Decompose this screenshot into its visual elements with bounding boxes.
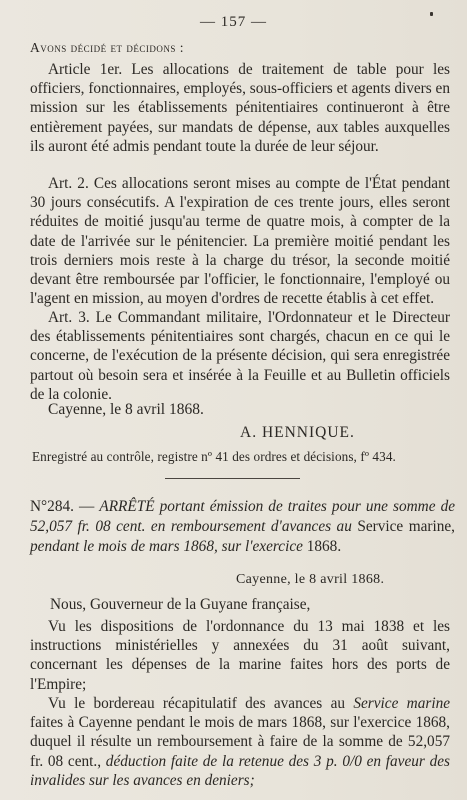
- arrete-title: [30, 497, 455, 557]
- arrete-dateline: Cayenne, le 8 avril 1868.: [236, 572, 385, 587]
- vu2-service-marine: Service marine: [353, 695, 451, 712]
- ink-speck: [430, 12, 433, 16]
- vu2-part-a: Vu le bordereau récapitulatif des avances au: [48, 695, 346, 712]
- arrete-title-marine: marine,: [408, 518, 455, 535]
- arrete-title-service: Service: [357, 518, 404, 535]
- article-2: Art. 2. Ces allocations seront mises au compte de l'État pendant 30 jours consécutifs. A l'expiration de ces trente jours, elles seront réduites de moitié jusqu'au terme de quatre mois, à compter de la date de l'arrivée sur le pénitencier. La première moitié pendant les trois derniers mois reste à la charge du trésor, la seconde moitié devant être remboursée par l'officier, le fonctionnaire, l'employé ou l'agent en mission, au moyen d'ordres de recette établis à cet effet.: [30, 175, 450, 308]
- considerant-ordonnance: Vu les dispositions de l'ordonnance du 13 mai 1838 et les instructions ministérielles y annexées du 31 août suivant, concernant les dépenses de la marine faites hors des ports de l'Empire;: [30, 618, 450, 693]
- arrete-title-line1: ARRÊTÉ portant émission de traites pour une somme: [99, 498, 436, 515]
- page-number: — 157 —: [200, 14, 267, 30]
- signature-hennique: A. HENNIQUE.: [240, 424, 355, 441]
- article-3: Art. 3. Le Commandant militaire, l'Ordonnateur et le Directeur des établissements pénitentiaires sont chargés, chacun en ce qui le concerne, de l'exécution de la présente décision, qui sera enregistrée partout où besoin sera et insérée à la Feuille et au Bulletin officiels de la colonie.: [30, 309, 450, 403]
- arrete-title-line2: de 52,057 fr. 08 cent. en remboursement d'avances au: [30, 498, 456, 535]
- arrete-title-year: 1868.: [306, 538, 342, 555]
- registration-note: Enregistré au contrôle, registre nº 41 des ordres et décisions, fº 434.: [32, 449, 396, 464]
- considerant-bordereau: [30, 694, 450, 790]
- arrete-number: N°284. —: [30, 498, 95, 515]
- vu2-part-c: faites à Cayenne pendant le mois de mars 1868, sur l'exercice 1868, duquel il résulte un remboursement à faire de la somme de 52,057 fr. 08 cent.,: [30, 714, 450, 770]
- dateline-cayenne: Cayenne, le 8 avril 1868.: [48, 401, 204, 418]
- article-1: Article 1er. Les allocations de traitement de table pour les officiers, fonctionnaires, employés, sous-officiers et agents divers en mission sur les établissements pénitentiaires continueront à être entièrement payées, sur mandats de dépense, aux tables auxquelles ils auront été admis pendant toute la durée de leur séjour.: [30, 61, 450, 155]
- section-divider: [165, 478, 300, 479]
- arrete-title-period: pendant le mois de mars 1868, sur l'exercice: [30, 538, 303, 555]
- vu2-deduction: déduction faite de la retenue des 3 p. 0/0 en faveur des invalides sur les avances en deniers;: [30, 752, 450, 789]
- governor-preamble: Nous, Gouverneur de la Guyane française,: [50, 596, 311, 613]
- decision-heading: Avons décidé et décidons :: [30, 40, 184, 55]
